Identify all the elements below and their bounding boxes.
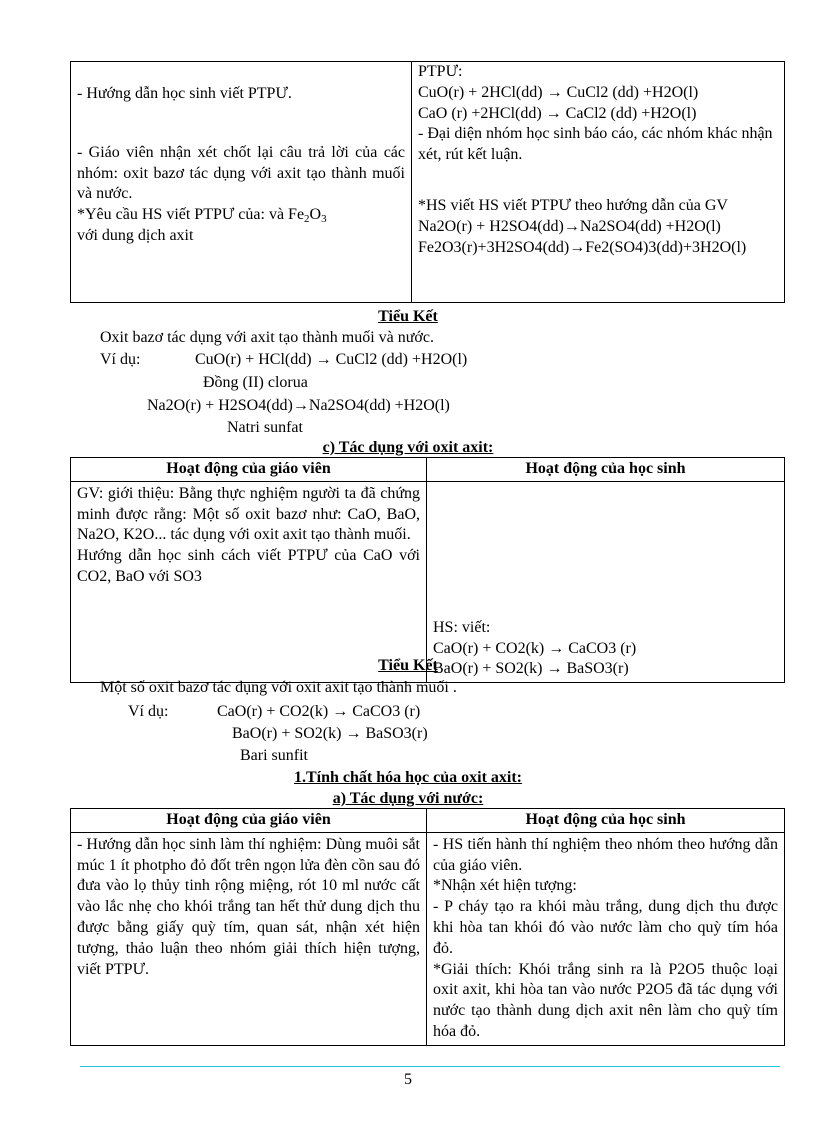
compound-name: Đồng (II) clorua xyxy=(203,374,308,391)
activity-table-3 xyxy=(70,808,785,1046)
summary-title: Tiểu Kết xyxy=(378,657,438,674)
student-cell xyxy=(412,62,785,303)
example-equation: CaO(r) + CO2(k) → CaCO3 (r) xyxy=(217,703,421,720)
compound-name: Bari sunfit xyxy=(240,747,308,764)
teacher-instruction: - Hướng dẫn học sinh viết PTPƯ. xyxy=(77,85,292,102)
equation: Na2O(r) + H2SO4(dd)→Na2SO4(dd) +H2O(l) xyxy=(418,217,721,235)
col-header: Hoạt động của học sinh xyxy=(427,809,785,833)
summary-text: Oxit bazơ tác dụng với axit tạo thành muối và nước. xyxy=(100,329,434,346)
student-label: HS: viết: xyxy=(433,618,491,636)
example-equation: CuO(r) + HCl(dd) → CuCl2 (dd) +H2O(l) xyxy=(195,351,468,368)
student-step: - P cháy tạo ra khói màu trắng, dung dịch thu được khi hòa tan khói đó vào nước làm cho quỳ tím hóa đỏ. xyxy=(433,898,778,957)
compound-name: Natri sunfat xyxy=(227,419,303,436)
equation: Fe2O3(r)+3H2SO4(dd)→Fe2(SO4)3(dd)+3H2O(l) xyxy=(418,238,747,256)
subsection-title: a) Tác dụng với nước: xyxy=(332,790,484,807)
equation: CaO (r) +2HCl(dd) → CaCl2 (dd) +H2O(l) xyxy=(418,104,697,122)
student-cell xyxy=(427,481,785,682)
example-label: Ví dụ: xyxy=(128,703,169,720)
page-number: 5 xyxy=(404,1071,412,1088)
teacher-cell xyxy=(71,481,427,682)
footer-rule xyxy=(80,1066,780,1067)
equation: CaO(r) + CO2(k) → CaCO3 (r) xyxy=(433,639,637,657)
col-header: Hoạt động của học sinh xyxy=(427,458,785,482)
student-step: - HS tiến hành thí nghiệm theo nhóm theo hướng dẫn của giáo viên. xyxy=(433,835,778,874)
example-equation: Na2O(r) + H2SO4(dd)→Na2SO4(dd) +H2O(l) xyxy=(147,397,450,414)
col-header: Hoạt động của giáo viên xyxy=(71,458,427,482)
section-title: 1.Tính chất hóa học của oxit axit: xyxy=(293,769,522,786)
activity-table-1 xyxy=(70,61,785,303)
section-title: c) Tác dụng với oxit axit: xyxy=(322,439,494,456)
student-step: *Giải thích: Khói trắng sinh ra là P2O5 thuộc loại oxit axit, khi hòa tan vào nước P2O5 đã tác dụng với nước tạo thành dung dịch axit nên làm cho quỳ tím hóa đỏ. xyxy=(433,960,778,1040)
example-label: Ví dụ: xyxy=(100,351,141,368)
equation: CuO(r) + 2HCl(dd) → CuCl2 (dd) +H2O(l) xyxy=(418,83,699,101)
teacher-intro: GV: giới thiệu: Bằng thực nghiệm người ta đã chứng minh được rằng: Một số oxit bazơ như: CaO, BaO, Na2O, K2O... tác dụng với oxit axit tạo thành muối. xyxy=(77,484,420,544)
ptpu-label: PTPƯ: xyxy=(418,63,463,80)
teacher-cell: - Hướng dẫn học sinh làm thí nghiệm: Dùng muôi sắt múc 1 ít photpho đỏ đốt trên ngọn lửa đèn cồn sau đó đưa vào lọ thủy tinh rộng miệng, rót 10 ml nước cất vào lắc nhẹ cho khói trắng tan hết thử dung dịch thu được bằng giấy quỳ tím, quan sát, nhận xét hiện tượng, thảo luận theo nhóm giải thích hiện tượng, viết PTPƯ. xyxy=(71,832,427,1045)
teacher-request: *Yêu cầu HS viết PTPƯ của: và $Fe_2O_3$ xyxy=(77,206,327,226)
teacher-cell xyxy=(71,62,412,303)
teacher-conclusion: - Giáo viên nhận xét chốt lại câu trả lời của các nhóm: oxit bazơ tác dụng với axit tạo thành muối và nước. xyxy=(77,143,405,203)
teacher-request-cont: với dung dịch axit xyxy=(77,226,194,244)
example-equation: BaO(r) + SO2(k) → BaSO3(r) xyxy=(232,725,428,742)
student-cell xyxy=(427,832,785,1045)
col-header: Hoạt động của giáo viên xyxy=(71,809,427,833)
equation: BaO(r) + SO2(k) → BaSO3(r) xyxy=(433,660,629,678)
summary-title: Tiểu Kết xyxy=(378,308,438,325)
teacher-guide: Hướng dẫn học sinh cách viết PTPƯ của CaO với CO2, BaO với SO3 xyxy=(77,547,420,585)
student-write: *HS viết HS viết PTPƯ theo hướng dẫn của GV xyxy=(418,196,728,214)
student-report: - Đại diện nhóm học sinh báo cáo, các nhóm khác nhận xét, rút kết luận. xyxy=(418,125,773,164)
student-step: *Nhận xét hiện tượng: xyxy=(433,877,577,895)
summary-text: Một số oxit bazơ tác dụng với oxit axit tạo thành muối . xyxy=(100,679,457,696)
activity-table-2 xyxy=(70,457,785,683)
